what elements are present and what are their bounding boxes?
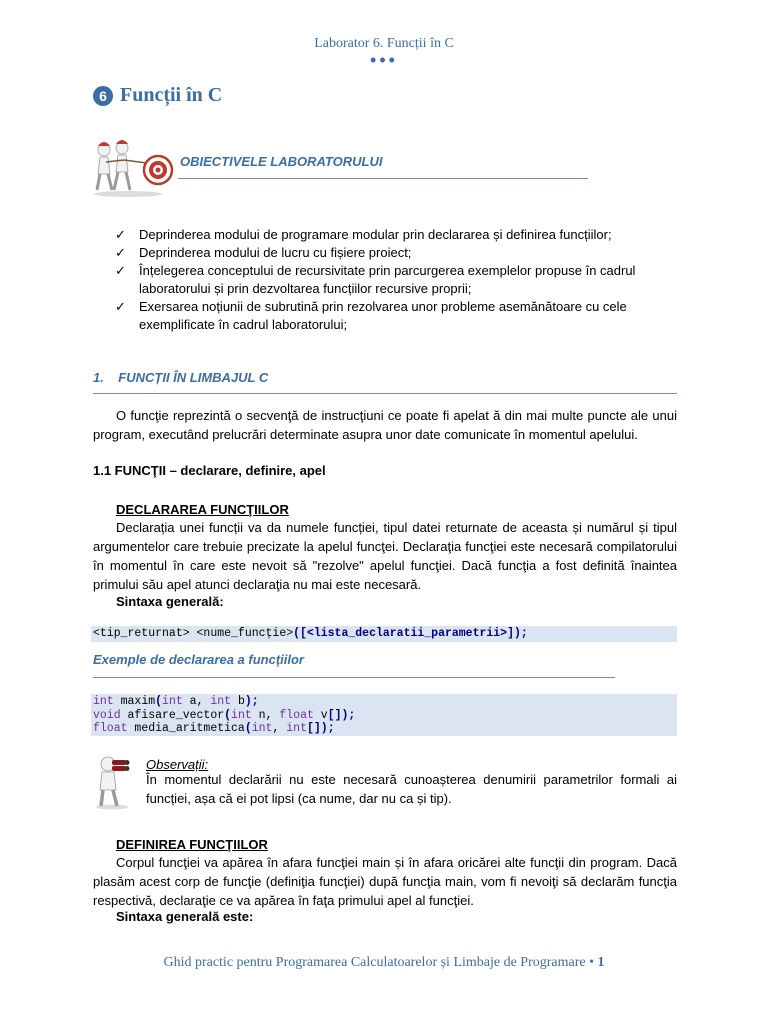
- definition-paragraph: [93, 853, 677, 910]
- syntax-label: Sintaxa generală:: [116, 594, 224, 609]
- objective-text: Înțelegerea conceptului de recursivitate prin parcurgerea exemplelor propuse în cadrul laboratorului și prin dezvoltarea funcțiilor recursive proprii;: [139, 263, 636, 296]
- objective-text: Deprinderea modului de lucru cu fișiere proiect;: [139, 245, 412, 260]
- observations-text: În momentul declarării nu este necesară cunoașterea denumirii parametrilor formali ai funcției, așa că ei pot lipsi (ca nume, dar nu ca și tip).: [146, 772, 677, 806]
- objective-text: Exersarea noțiunii de subrutină prin rezolvarea unor probleme asemănătoare cu cele exemplificate în cadrul laboratorului;: [139, 299, 627, 332]
- declaration-heading: DECLARAREA FUNCŢIILOR: [116, 502, 289, 517]
- syntax-label: Sintaxa generală este:: [116, 909, 254, 924]
- checkmark-icon: ✓: [115, 299, 126, 314]
- observations-heading: Observații:: [146, 757, 209, 772]
- objectives-illustration: [88, 132, 174, 198]
- footer-bullet: •: [589, 955, 595, 970]
- examples-code-block: [91, 694, 677, 736]
- code-line: void afisare_vector(int n, float v[]);: [93, 708, 356, 722]
- objectives-divider: [178, 178, 588, 179]
- header-dots: •••: [370, 50, 398, 70]
- intro-text: O funcţie reprezintă o secvenţă de instrucţiuni ce poate fi apelat ă din mai multe puncte ale unui program, executând prelucrări determinate asupra unor date comunicate în momentul apelului.: [93, 408, 677, 442]
- chapter-title: [93, 84, 222, 107]
- definition-heading: DEFINIREA FUNCŢIILOR: [116, 837, 268, 852]
- objective-item: [115, 298, 655, 334]
- definition-text: Corpul funcţiei va apărea în afara funcţiei main și în afara oricărei alte funcţii din program. Dacă plasăm acest corp de funcţie (definiţia funcţiei) după funcţia main, vom fi nevoiţi să declarăm funcţia respectivă, declaraţie ce va apărea în faţa primului apel al funcţiei.: [93, 855, 677, 908]
- code-token: ([: [293, 627, 307, 640]
- code-token: <tip_returnat> <nume_funcție>: [93, 627, 294, 640]
- chapter-number-badge: 6: [93, 86, 113, 106]
- section-heading: 1. FUNCȚII ÎN LIMBAJUL C: [93, 370, 269, 385]
- examples-divider: [93, 677, 615, 678]
- running-header: Laborator 6. Funcții în C: [314, 36, 454, 51]
- checkmark-icon: ✓: [115, 245, 126, 260]
- binoculars-figure-icon: [90, 752, 138, 810]
- checkmark-icon: ✓: [115, 227, 126, 242]
- objective-item: [115, 244, 655, 262]
- objective-item: [115, 262, 655, 298]
- section-divider: [93, 393, 677, 394]
- objectives-list: [115, 226, 655, 334]
- code-line: float media_aritmetica(int, int[]);: [93, 722, 335, 735]
- syntax-code-block: [91, 626, 677, 642]
- objective-text: Deprinderea modului de programare modular prin declararea și definirea funcțiilor;: [139, 227, 612, 242]
- declaration-paragraph: [93, 518, 677, 594]
- code-token: ]);: [507, 627, 528, 640]
- examples-heading: Exemple de declararea a funcţiilor: [93, 652, 304, 667]
- page-footer: [0, 955, 768, 971]
- declaration-text: Declarația unei funcții va da numele funcției, tipul datei returnate de aceasta și numărul și tipul argumentelor care trebuie precizate la apelul funcţei. Declaraţia funcţiei este necesară compilatorului în momentul în care este nevoit să "rezolve" apelul funcţiei. Dacă funcţia a fost definită înaintea primului său apel atunci declaraţia nu mai este necesară.: [93, 520, 677, 592]
- code-token: <lista_declaratii_parametrii>: [306, 627, 508, 640]
- footer-text: Ghid practic pentru Programarea Calculatoarelor și Limbaje de Programare: [163, 955, 586, 970]
- subsection-heading: 1.1 FUNCŢII – declarare, definire, apel: [93, 463, 326, 478]
- code-line: int maxim(int a, int b);: [93, 695, 259, 708]
- intro-paragraph: [93, 406, 677, 444]
- page-number: 1: [597, 955, 605, 970]
- objective-item: [115, 226, 655, 244]
- objectives-heading: OBIECTIVELE LABORATORULUI: [180, 154, 383, 169]
- checkmark-icon: ✓: [115, 263, 126, 278]
- chapter-title-text: Funcții în C: [120, 84, 223, 106]
